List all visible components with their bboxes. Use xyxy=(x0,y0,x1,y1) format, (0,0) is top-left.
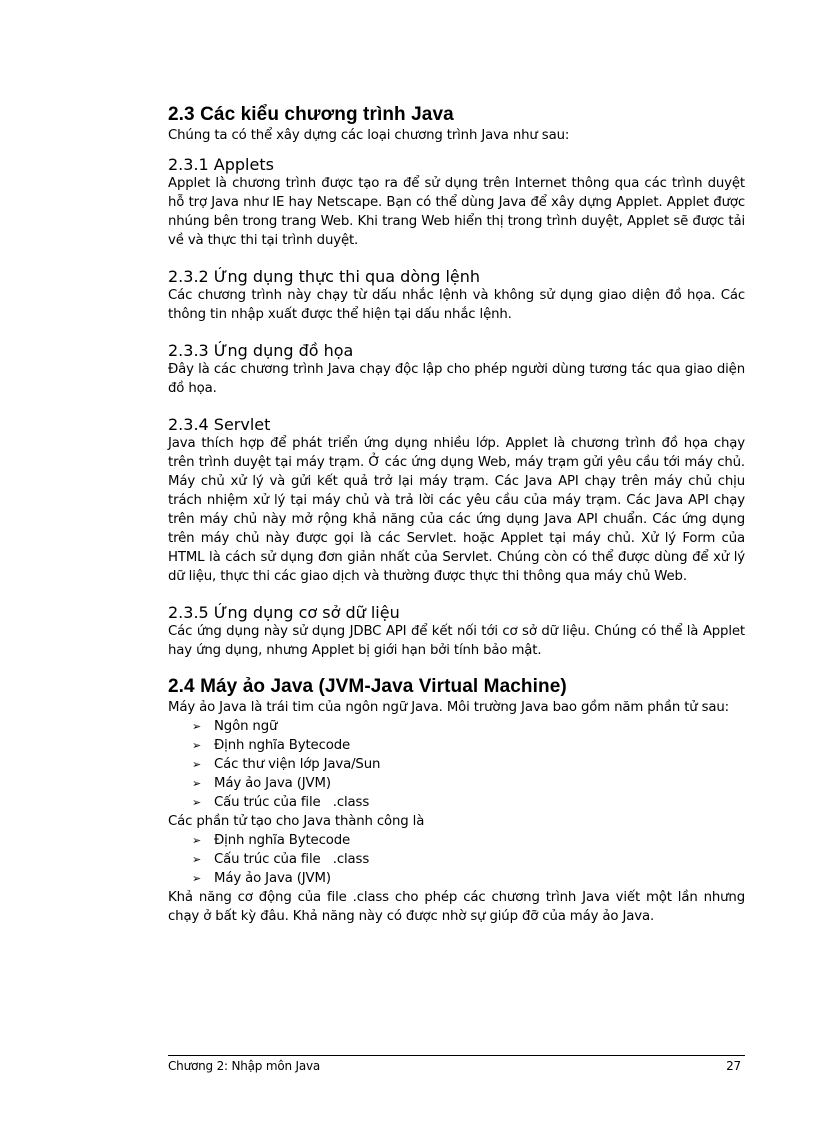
list-item: ➢ Máy ảo Java (JVM) xyxy=(192,774,745,793)
subsection-gui-app-heading: 2.3.3 Ứng dụng đồ họa xyxy=(168,341,354,360)
portability-paragraph: Khả năng cơ động của file .class cho phép các chương trình Java viết một lần nhưng chạy ở bất kỳ đâu. Khả năng này có được nhờ sự giúp đỡ của máy ảo Java. xyxy=(168,890,745,924)
subsection-applets-body: Applet là chương trình được tạo ra để sử dụng trên Internet thông qua các trình duyệt hỗ trợ Java như IE hay Netscape. Bạn có thể dùng Java để xây dựng Applet. Applet được nhúng bên trong trang Web. Khi trang Web hiển thị trong trình duyệt, Applet sẽ được tải về và thực thi tại trình duyệt. xyxy=(168,176,745,248)
list-item: ➢ Các thư viện lớp Java/Sun xyxy=(192,755,745,774)
list-item: ➢ Định nghĩa Bytecode xyxy=(192,736,745,755)
footer-page-number: 27 xyxy=(726,1059,741,1073)
java-components-list xyxy=(168,717,745,812)
section-2-3-heading: 2.3 Các kiểu chương trình Java xyxy=(168,104,454,125)
subsection-applets-heading: 2.3.1 Applets xyxy=(168,155,274,174)
page-footer xyxy=(168,1055,745,1073)
list-item: ➢ Cấu trúc của file .class xyxy=(192,793,745,812)
subsection-database-app-heading: 2.3.5 Ứng dụng cơ sở dữ liệu xyxy=(168,603,400,622)
subsection-gui-app-body: Đây là các chương trình Java chạy độc lập cho phép người dùng tương tác qua giao diện đồ họa. xyxy=(168,362,745,396)
document-page xyxy=(168,104,745,926)
success-components-intro: Các phần tử tạo cho Java thành công là xyxy=(168,814,425,829)
footer-chapter-title: Chương 2: Nhập môn Java xyxy=(168,1059,321,1073)
list-item: ➢ Máy ảo Java (JVM) xyxy=(192,869,745,888)
subsection-servlet-body: Java thích hợp để phát triển ứng dụng nhiều lớp. Applet là chương trình đồ họa chạy trên trình duyệt tại máy trạm. Ở các ứng dụng Web, máy trạm gửi yêu cầu tới máy chủ. Máy chủ xử lý và gửi kết quả trở lại máy trạm. Các Java API chạy trên máy chủ chịu trách nhiệm xử lý tại máy chủ và trả lời các yêu cầu của máy trạm. Các Java API chạy trên máy chủ này mở rộng khả năng của các ứng dụng Java API chuẩn. Các ứng dụng trên máy chủ này được gọi là các Servlet. hoặc Applet tại máy chủ. Xử lý Form của HTML là cách sử dụng đơn giản nhất của Servlet. Chúng còn có thể được dùng để xử lý dữ liệu, thực thi các giao dịch và thường được thực thi thông qua máy chủ Web. xyxy=(168,436,745,584)
subsection-database-app-body: Các ứng dụng này sử dụng JDBC API để kết nối tới cơ sở dữ liệu. Chúng có thể là Applet hay ứng dụng, nhưng Applet bị giới hạn bởi tính bảo mật. xyxy=(168,624,745,658)
list-item: ➢ Cấu trúc của file .class xyxy=(192,850,745,869)
section-2-4-intro: Máy ảo Java là trái tim của ngôn ngữ Java. Môi trường Java bao gồm năm phần tử sau: xyxy=(168,700,729,715)
list-item: ➢ Định nghĩa Bytecode xyxy=(192,831,745,850)
section-2-3-intro: Chúng ta có thể xây dựng các loại chương trình Java như sau: xyxy=(168,128,570,143)
subsection-servlet-heading: 2.3.4 Servlet xyxy=(168,415,271,434)
list-item: ➢ Ngôn ngữ xyxy=(192,717,745,736)
success-components-list xyxy=(168,831,745,888)
section-2-4-heading: 2.4 Máy ảo Java (JVM-Java Virtual Machine) xyxy=(168,676,567,697)
subsection-console-app-heading: 2.3.2 Ứng dụng thực thi qua dòng lệnh xyxy=(168,267,481,286)
subsection-console-app-body: Các chương trình này chạy từ dấu nhắc lệnh và không sử dụng giao diện đồ họa. Các thông tin nhập xuất được thể hiện tại dấu nhắc lệnh. xyxy=(168,288,745,322)
